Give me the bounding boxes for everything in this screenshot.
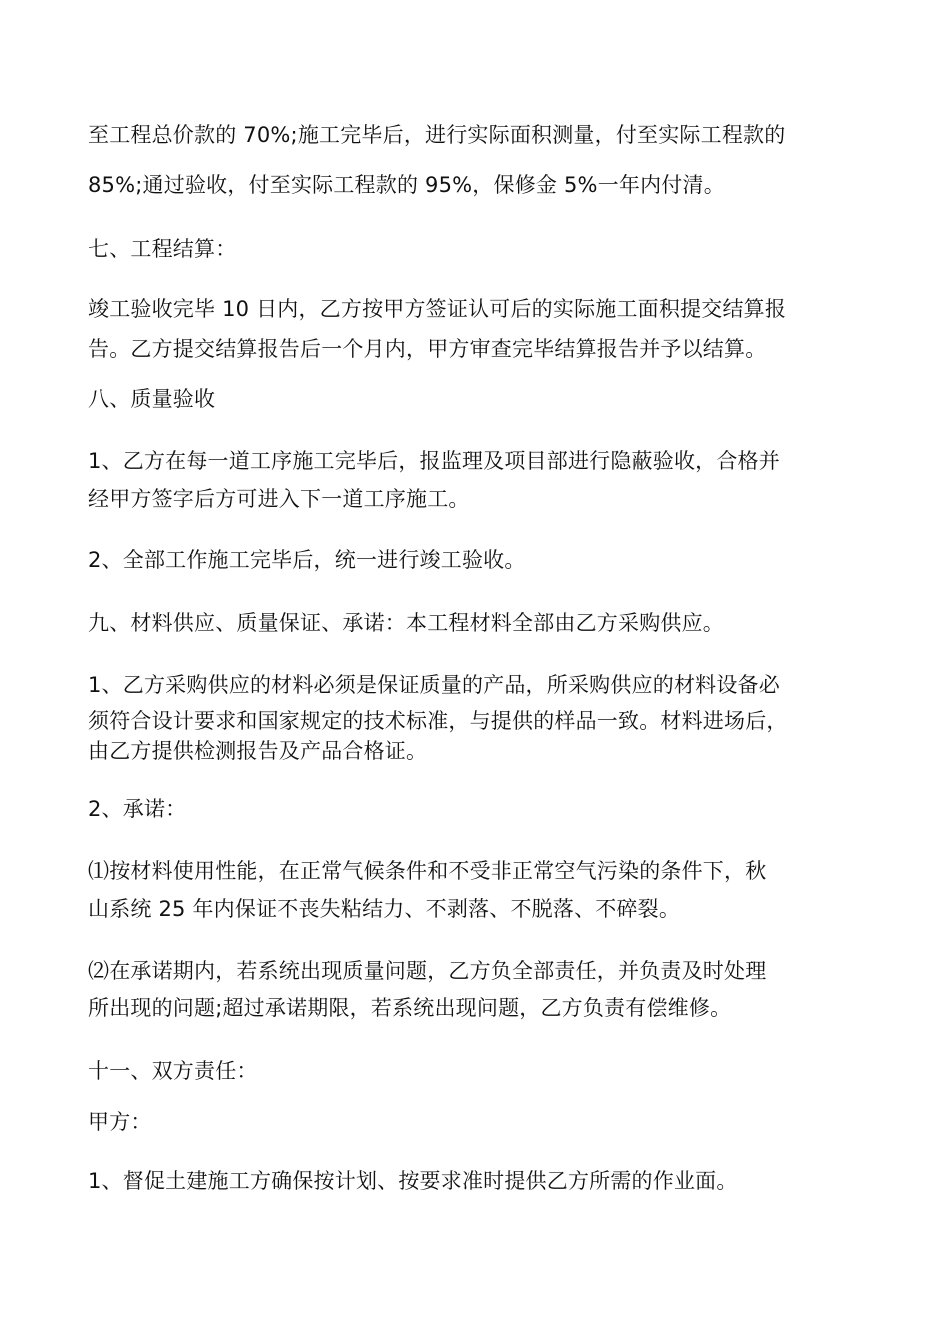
text-line: ⑵在承诺期内，若系统出现质量问题，乙方负全部责任，并负责及时处理: [88, 959, 767, 983]
section-heading: 九、材料供应、质量保证、承诺：本工程材料全部由乙方采购供应。: [88, 611, 724, 635]
section-heading: 十一、双方责任：: [88, 1059, 258, 1083]
text-line: 山系统 25 年内保证不丧失粘结力、不剥落、不脱落、不碎裂。: [88, 897, 681, 921]
text-line: 告。乙方提交结算报告后一个月内，甲方审查完毕结算报告并予以结算。: [88, 337, 767, 361]
text-line: 甲方：: [88, 1110, 152, 1134]
text-line: ⑴按材料使用性能，在正常气候条件和不受非正常空气污染的条件下，秋: [88, 859, 767, 883]
text-line: 1、乙方采购供应的材料必须是保证质量的产品，所采购供应的材料设备必: [88, 673, 780, 697]
text-line: 所出现的问题;超过承诺期限，若系统出现问题，乙方负责有偿维修。: [88, 996, 732, 1020]
text-line: 2、全部工作施工完毕后，统一进行竣工验收。: [88, 548, 526, 572]
text-line: 经甲方签字后方可进入下一道工序施工。: [88, 487, 470, 511]
text-line: 85%;通过验收，付至实际工程款的 95%，保修金 5%一年内付清。: [88, 173, 725, 197]
text-line: 2、承诺：: [88, 797, 187, 821]
section-heading: 八、质量验收: [88, 387, 216, 411]
section-heading: 七、工程结算：: [88, 237, 237, 261]
text-line: 1、乙方在每一道工序施工完毕后，报监理及项目部进行隐蔽验收，合格并: [88, 449, 780, 473]
text-line: 由乙方提供检测报告及产品合格证。: [88, 739, 428, 763]
text-line: 须符合设计要求和国家规定的技术标准，与提供的样品一致。材料进场后，: [88, 709, 788, 733]
text-line: 1、督促土建施工方确保按计划、按要求准时提供乙方所需的作业面。: [88, 1169, 738, 1193]
text-line: 竣工验收完毕 10 日内，乙方按甲方签证认可后的实际施工面积提交结算报: [88, 297, 787, 321]
text-line: 至工程总价款的 70%;施工完毕后，进行实际面积测量，付至实际工程款的: [88, 123, 786, 147]
